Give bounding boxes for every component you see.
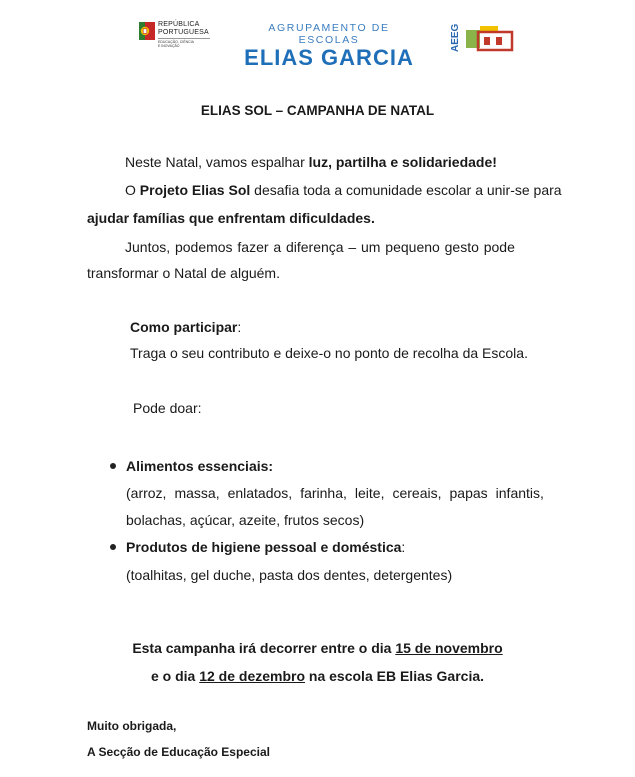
donate-item-1-line2: bolachas, açúcar, azeite, frutos secos) [126, 512, 365, 528]
donate-item-1-line1 [126, 483, 544, 503]
aeeg-logo [450, 20, 515, 54]
republic-line2: PORTUGUESA [158, 29, 209, 36]
word: Juntos, [125, 239, 171, 255]
bullet-icon [110, 463, 116, 469]
donate-item-1-title: Alimentos essenciais: [126, 458, 274, 474]
document-title: ELIAS SOL – CAMPANHA DE NATAL [200, 103, 435, 118]
word: enlatados, [227, 485, 293, 501]
school-logo [244, 22, 414, 70]
intro-p2-post: desafia toda a comunidade escolar a unir-se para [250, 182, 562, 198]
republica-logo [139, 20, 219, 50]
campaign-l1-text: Esta campanha irá decorrer entre o dia [132, 640, 396, 656]
aeeg-text: AEEG [450, 23, 461, 52]
word: (arroz, [126, 485, 167, 501]
intro-p1-text: Neste Natal, vamos espalhar [125, 154, 309, 170]
school-name: ELIAS GARCIA [244, 45, 414, 70]
word: a [273, 239, 282, 255]
campaign-l2-pre: e o dia [150, 668, 200, 684]
donate-item-2-colon: : [401, 539, 406, 555]
agrupamento-text: AGRUPAMENTO DE ESCOLAS [268, 22, 390, 46]
republic-ministry-1: EDUCAÇÃO, CIÊNCIA [158, 40, 194, 44]
donate-item-2-line1: (toalhitas, gel duche, pasta dos dentes, detergentes) [126, 567, 453, 583]
participate-text: Traga o seu contributo e deixe-o no ponto de recolha da Escola. [130, 345, 528, 361]
campaign-line-1 [0, 638, 635, 658]
word: um [361, 239, 381, 255]
end-date: 12 de dezembro [199, 668, 306, 684]
start-date: 15 de novembro [395, 640, 503, 656]
republic-ministry-2: E INOVAÇÃO [158, 44, 180, 48]
word: diferença [285, 239, 344, 255]
intro-p3-line2: transformar o Natal de alguém. [87, 265, 280, 281]
word: infantis, [495, 485, 544, 501]
signature-from: A Secção de Educação Especial [87, 745, 270, 759]
intro-paragraph-3 [125, 237, 515, 257]
government-emblem-icon [139, 22, 155, 40]
word: pode [483, 239, 515, 255]
participate-heading [130, 317, 241, 337]
donate-item-2-title-text: Produtos de higiene pessoal e doméstica [126, 539, 402, 555]
intro-paragraph-1 [125, 152, 497, 172]
word: pequeno [385, 239, 440, 255]
school-building-icon [464, 24, 514, 52]
word: farinha, [300, 485, 347, 501]
campaign-l2-post: na escola EB Elias Garcia. [305, 668, 485, 684]
word: fazer [237, 239, 269, 255]
republic-line1: REPÚBLICA [158, 21, 200, 28]
signature-thanks: Muito obrigada, [87, 719, 177, 733]
donate-item-2-title [126, 537, 405, 557]
intro-p2-line2: ajudar famílias que enfrentam dificuldades. [87, 210, 375, 226]
word: cereais, [392, 485, 442, 501]
word: gesto [444, 239, 479, 255]
campaign-line-2 [0, 666, 635, 686]
project-name: Projeto Elias Sol [139, 182, 251, 198]
word: leite, [354, 485, 385, 501]
bullet-icon [110, 544, 116, 550]
word: – [348, 239, 357, 255]
intro-paragraph-2 [125, 180, 562, 200]
word: massa, [174, 485, 220, 501]
word: papas [449, 485, 488, 501]
word: podemos [174, 239, 233, 255]
intro-p2-pre: O [125, 182, 140, 198]
donate-heading: Pode doar: [133, 400, 202, 416]
participate-colon: : [237, 319, 242, 335]
participate-heading-text: Como participar [130, 319, 238, 335]
intro-p1-bold: luz, partilha e solidariedade! [308, 154, 497, 170]
